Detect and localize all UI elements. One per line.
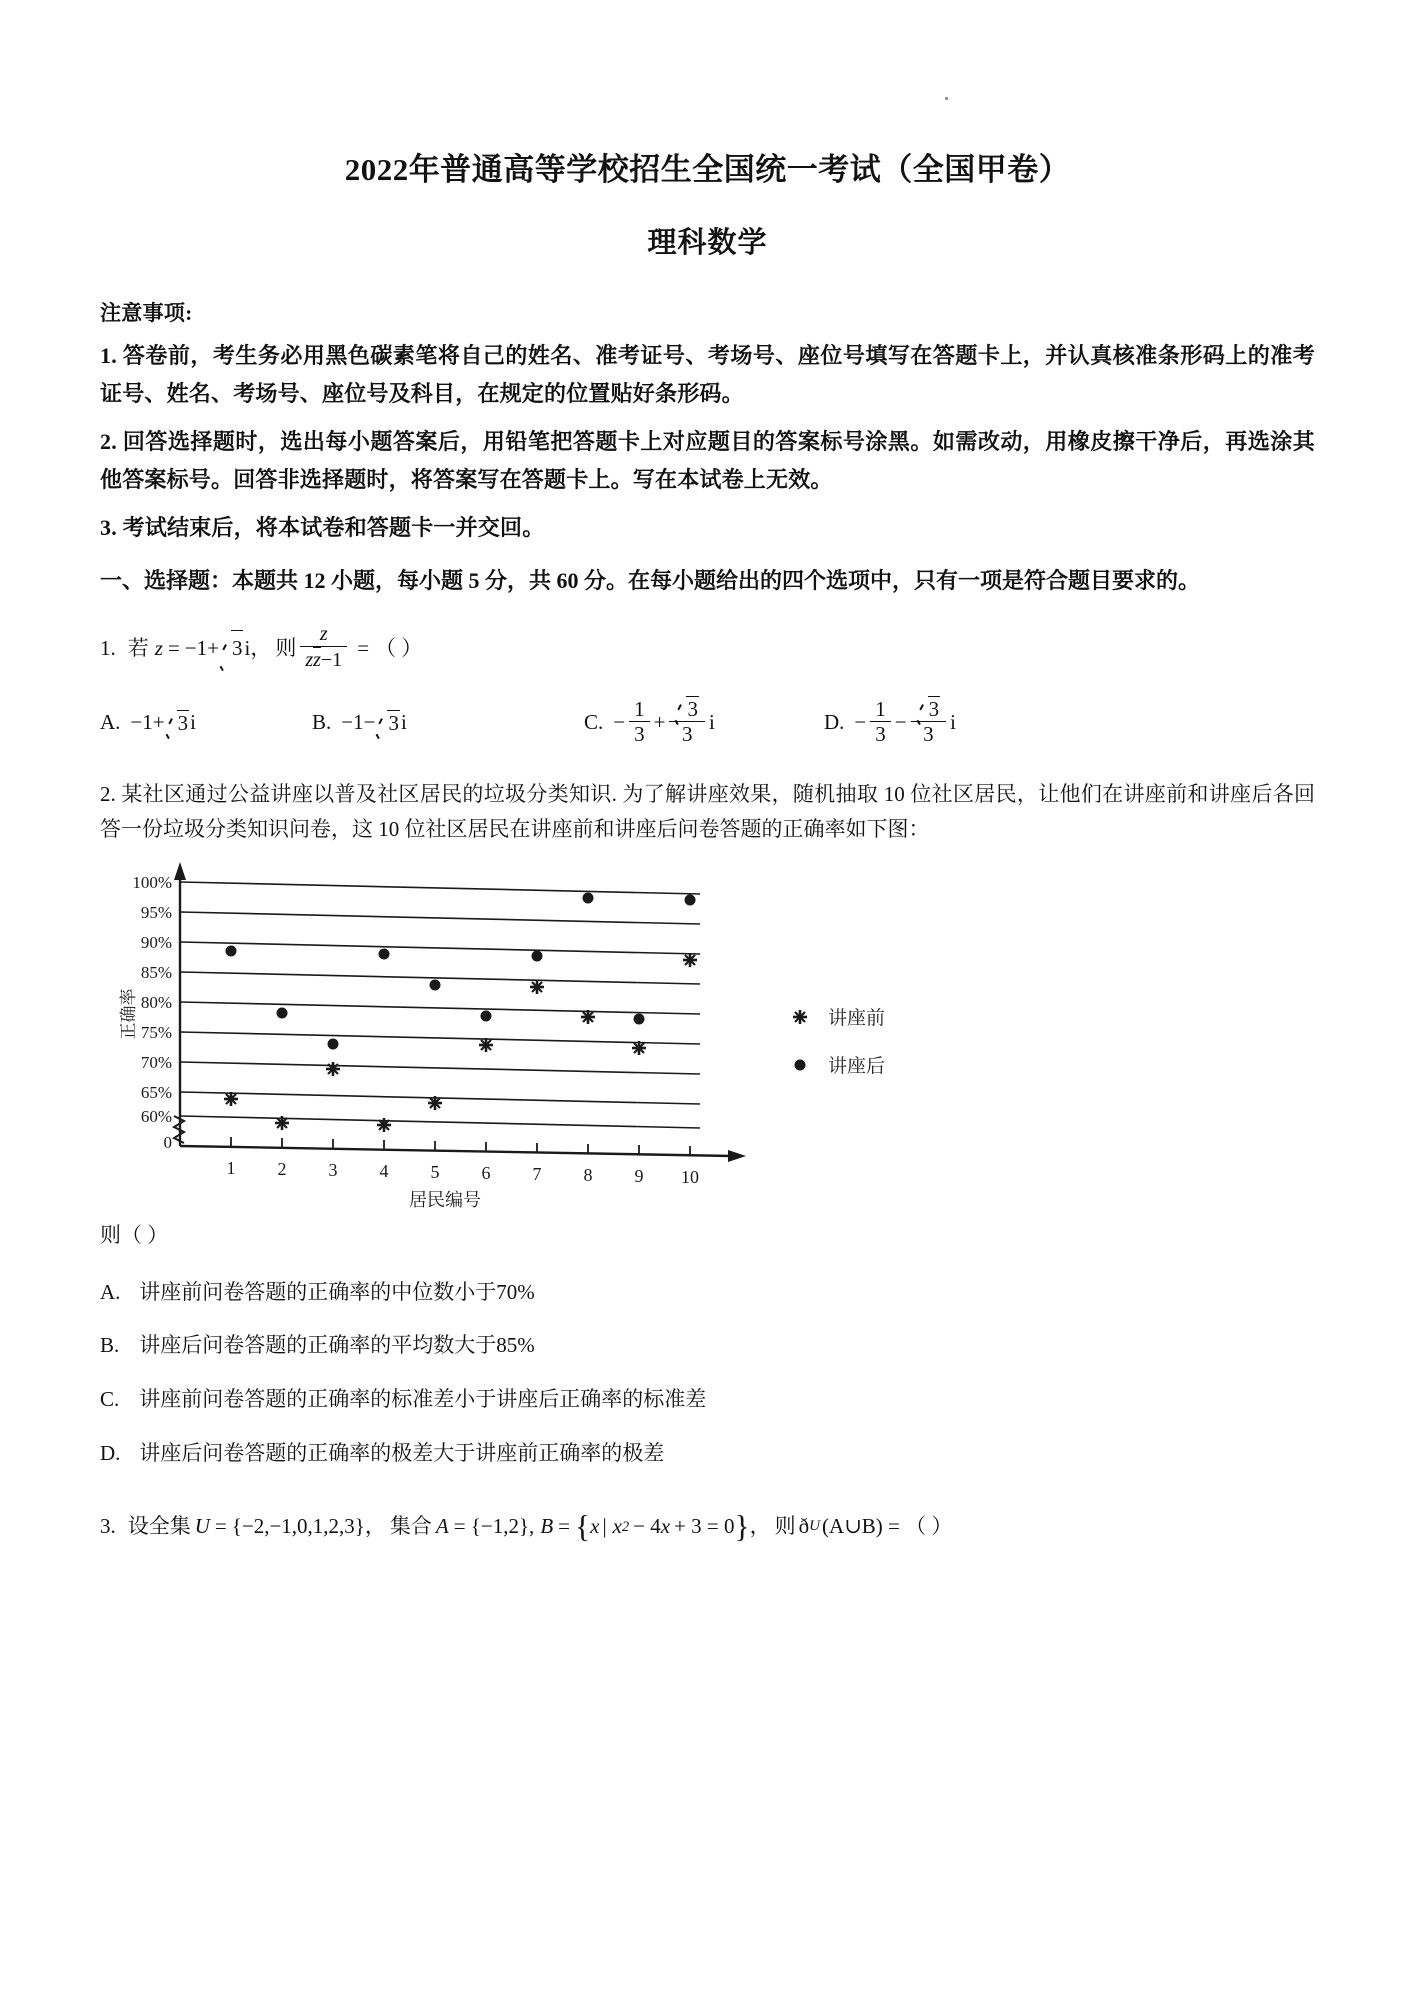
sqrt-icon (220, 630, 244, 667)
data-point (634, 1013, 645, 1024)
question-3-complement-subscript: U (809, 1518, 821, 1535)
question-2-figure (100, 854, 1315, 1214)
question-2-option-a-label: A. (100, 1279, 121, 1304)
svg-text:95%: 95% (140, 902, 172, 922)
question-1-then: 则 (275, 635, 297, 660)
option-b[interactable] (312, 710, 584, 736)
question-2-option-b-text: 讲座后问卷答题的正确率的平均数大于85% (139, 1333, 535, 1358)
question-1-imaginary-unit: i (244, 635, 251, 660)
x-axis (180, 1146, 732, 1156)
subject-title: 理科数学 (647, 227, 768, 260)
option-c-tail: i (708, 710, 715, 735)
question-2-option-c-text: 讲座前问卷答题的正确率的标准差小于讲座后正确率的标准差 (139, 1387, 707, 1412)
question-1-number: 1. (100, 635, 116, 660)
question-1-stem-prefix: 若 (127, 635, 149, 660)
question-2-option-d-text: 讲座后问卷答题的正确率的极差大于讲座前正确率的极差 (139, 1440, 665, 1465)
option-d-tail: i (950, 710, 956, 735)
option-c-sign: + (653, 710, 666, 735)
question-2-number: 2. (100, 781, 116, 806)
question-3-set-a: A (435, 1514, 449, 1539)
gridlines (180, 882, 700, 1128)
option-a[interactable] (100, 710, 312, 736)
question-2-option-b[interactable] (100, 1329, 1315, 1363)
question-3-tail: (A∪B) = （ ） (822, 1514, 953, 1539)
option-b-label: B. (312, 710, 332, 735)
option-c-fraction-1: $\frac{1}{3}$ (629, 697, 650, 747)
question-1-equals: = (167, 635, 180, 660)
y-axis-arrow (174, 862, 186, 880)
legend-label-after: 讲座后 (828, 1055, 886, 1077)
question-3-text-2: 集合 (389, 1514, 432, 1539)
question-3-brace-right: } (734, 1509, 750, 1545)
question-3-text-3: 则 (774, 1514, 796, 1539)
question-3-equals-1: = (214, 1514, 227, 1539)
notice-item-1: 1. 答卷前，考生务必用黑色碳素笔将自己的姓名、准考证号、考场号、座位号填写在答题卡上，并认真核准条形码上的准考证号、姓名、考场号、座位号及科目，在规定的位置贴好条形码。 (100, 343, 1315, 407)
option-d-lead: − (854, 710, 867, 735)
data-point (377, 1118, 391, 1132)
question-2-option-a[interactable] (100, 1276, 1315, 1310)
data-point (481, 1010, 492, 1021)
svg-text:0: 0 (163, 1132, 172, 1152)
scatter-chart (100, 854, 1000, 1214)
svg-text:80%: 80% (140, 992, 172, 1012)
x-tick-labels (227, 1158, 700, 1187)
svg-text:1: 1 (226, 1157, 236, 1178)
chart-legend (793, 1007, 885, 1077)
question-1-result-equals: = (357, 635, 370, 660)
question-3-comma-1: ， (364, 1514, 386, 1539)
svg-text:4: 4 (379, 1160, 389, 1181)
option-d-fraction-2: $\frac{3}{3}$ (911, 696, 947, 747)
notice-item-2: 2. 回答选择题时，选出每小题答案后，用铅笔把答题卡上对应题目的答案标号涂黑。如需改动，用橡皮擦干净后，再选涂其他答案标号。回答非选择题时，将答案写在答题卡上。写在本试卷上无效。 (100, 428, 1315, 492)
question-3-set-a-value: = {−1,2}, (453, 1514, 535, 1539)
option-a-radicand: 3 (177, 710, 189, 735)
x-axis-label: 居民编号 (409, 1189, 481, 1210)
fraction-numerator: z (319, 623, 328, 646)
option-b-tail: i (400, 710, 407, 735)
data-point (428, 1096, 442, 1110)
question-3-expr-tail: − 4 (633, 1514, 661, 1539)
question-3-expr-exponent: 2 (621, 1518, 630, 1535)
question-3-text-1: 设全集 (127, 1514, 191, 1539)
option-c-fraction-2: $\frac{3}{3}$ (669, 696, 705, 747)
question-3-brace-left: { (574, 1509, 591, 1545)
question-2-stem: 某社区通过公益讲座以普及社区居民的垃圾分类知识. 为了解讲座效果，随机抽取 10 位社区居民，让他们在讲座前和讲座后各回答一份垃圾分类知识问卷，这 10 位社区居民在讲座前和讲座后问卷答题的正确率如下图： (100, 781, 1316, 842)
y-tick-labels (132, 873, 172, 1152)
question-2-option-d-label: D. (100, 1440, 121, 1465)
option-d-fraction-1: $\frac{1}{3}$ (870, 697, 891, 747)
question-3-expr-tail-2: + 3 = 0 (674, 1514, 735, 1539)
option-d-sign: − (894, 710, 907, 735)
notice-item-3: 3. 考试结束后，将本试卷和答题卡一并交回。 (100, 514, 545, 540)
question-1 (100, 624, 1315, 673)
data-point (683, 953, 697, 967)
question-3-expr-x2: x (660, 1514, 671, 1539)
data-point (226, 945, 237, 956)
svg-text:90%: 90% (140, 932, 172, 952)
option-a-label: A. (100, 710, 121, 735)
question-1-fraction (300, 623, 347, 672)
question-3-universal-set-value: {−2,−1,0,1,2,3} (231, 1514, 365, 1539)
page-title: 2022年普通高等学校招生全国统一考试（全国甲卷） (344, 152, 1071, 187)
svg-text:70%: 70% (140, 1052, 172, 1072)
svg-text:5: 5 (430, 1161, 440, 1182)
legend-marker-asterisk-icon (793, 1010, 807, 1024)
svg-text:3: 3 (328, 1159, 338, 1180)
question-3-expr-x: x (612, 1514, 622, 1539)
x-axis-arrow (728, 1150, 746, 1162)
data-point (277, 1007, 288, 1018)
page-content (100, 95, 1315, 1554)
data-point (224, 1092, 238, 1106)
svg-text:6: 6 (481, 1162, 491, 1183)
question-2-option-c[interactable] (100, 1383, 1315, 1417)
option-b-radicand: 3 (388, 710, 399, 735)
question-2 (100, 777, 1315, 848)
y-axis-label: 正确率 (119, 988, 138, 1040)
sqrt-icon: 3 (917, 696, 941, 721)
question-2-then: 则（ ） (100, 1222, 169, 1247)
data-point (328, 1038, 339, 1049)
svg-text:7: 7 (532, 1163, 542, 1184)
option-d-label: D. (824, 710, 845, 735)
data-point (532, 950, 543, 961)
svg-text:60%: 60% (140, 1106, 172, 1126)
question-3 (100, 1500, 1315, 1554)
question-3-set-bar: | (602, 1514, 607, 1539)
question-2-option-a-text: 讲座前问卷答题的正确率的中位数小于70% (139, 1279, 535, 1304)
question-2-option-b-label: B. (100, 1333, 120, 1358)
svg-text:85%: 85% (140, 962, 172, 982)
data-point (685, 894, 696, 905)
svg-text:100%: 100% (132, 872, 172, 892)
question-1-options (100, 697, 1315, 748)
question-1-minus-one: −1+ (184, 635, 219, 660)
option-c-lead: − (613, 710, 626, 735)
svg-text:2: 2 (277, 1158, 287, 1179)
data-point (326, 1062, 340, 1076)
legend-label-before: 讲座前 (828, 1007, 886, 1029)
question-1-comma: ， (250, 635, 272, 660)
data-point (530, 980, 544, 994)
question-3-set-b: B (540, 1514, 554, 1539)
question-3-number: 3. (100, 1514, 116, 1539)
data-point (430, 979, 441, 990)
data-point (581, 1010, 595, 1024)
sqrt-icon: 3 (675, 696, 699, 721)
section-heading: 一、选择题：本题共 12 小题，每小题 5 分，共 60 分。在每小题给出的四个选项中，只有一项是符合题目要求的。 (100, 568, 1201, 594)
legend-marker-dot-icon (795, 1059, 806, 1070)
question-3-universal-set: U (194, 1514, 210, 1539)
question-3-complement-symbol: ð (798, 1514, 810, 1539)
series-after-lecture (226, 892, 696, 1049)
fraction-denominator: zz−1 (300, 646, 347, 672)
question-1-radicand: 3 (231, 630, 244, 667)
data-point (583, 892, 594, 903)
question-1-variable-z: z (154, 635, 163, 660)
question-2-option-d[interactable] (100, 1437, 1315, 1471)
data-point (379, 948, 390, 959)
question-3-comma-2: ， (749, 1514, 771, 1539)
data-point (275, 1116, 289, 1130)
option-b-text: −1− (341, 710, 376, 735)
svg-text:8: 8 (583, 1164, 593, 1185)
option-d[interactable] (824, 697, 956, 748)
option-a-tail: i (190, 710, 196, 735)
data-point (632, 1041, 646, 1055)
svg-text:10: 10 (681, 1166, 699, 1187)
question-1-answer-paren: （ ） (375, 635, 423, 660)
svg-text:75%: 75% (140, 1022, 172, 1042)
sqrt-icon (376, 710, 400, 736)
svg-text:65%: 65% (140, 1082, 172, 1102)
option-c[interactable] (584, 697, 824, 748)
question-3-equals-2: = (558, 1514, 570, 1539)
question-3-set-b-var: x (590, 1514, 600, 1539)
question-2-option-c-label: C. (100, 1387, 120, 1412)
data-point (479, 1038, 493, 1052)
option-a-text: −1+ (130, 710, 165, 735)
svg-text:9: 9 (634, 1165, 644, 1186)
sqrt-icon (166, 710, 190, 736)
option-c-label: C. (584, 710, 604, 735)
notice-label: 注意事项: (100, 301, 193, 326)
